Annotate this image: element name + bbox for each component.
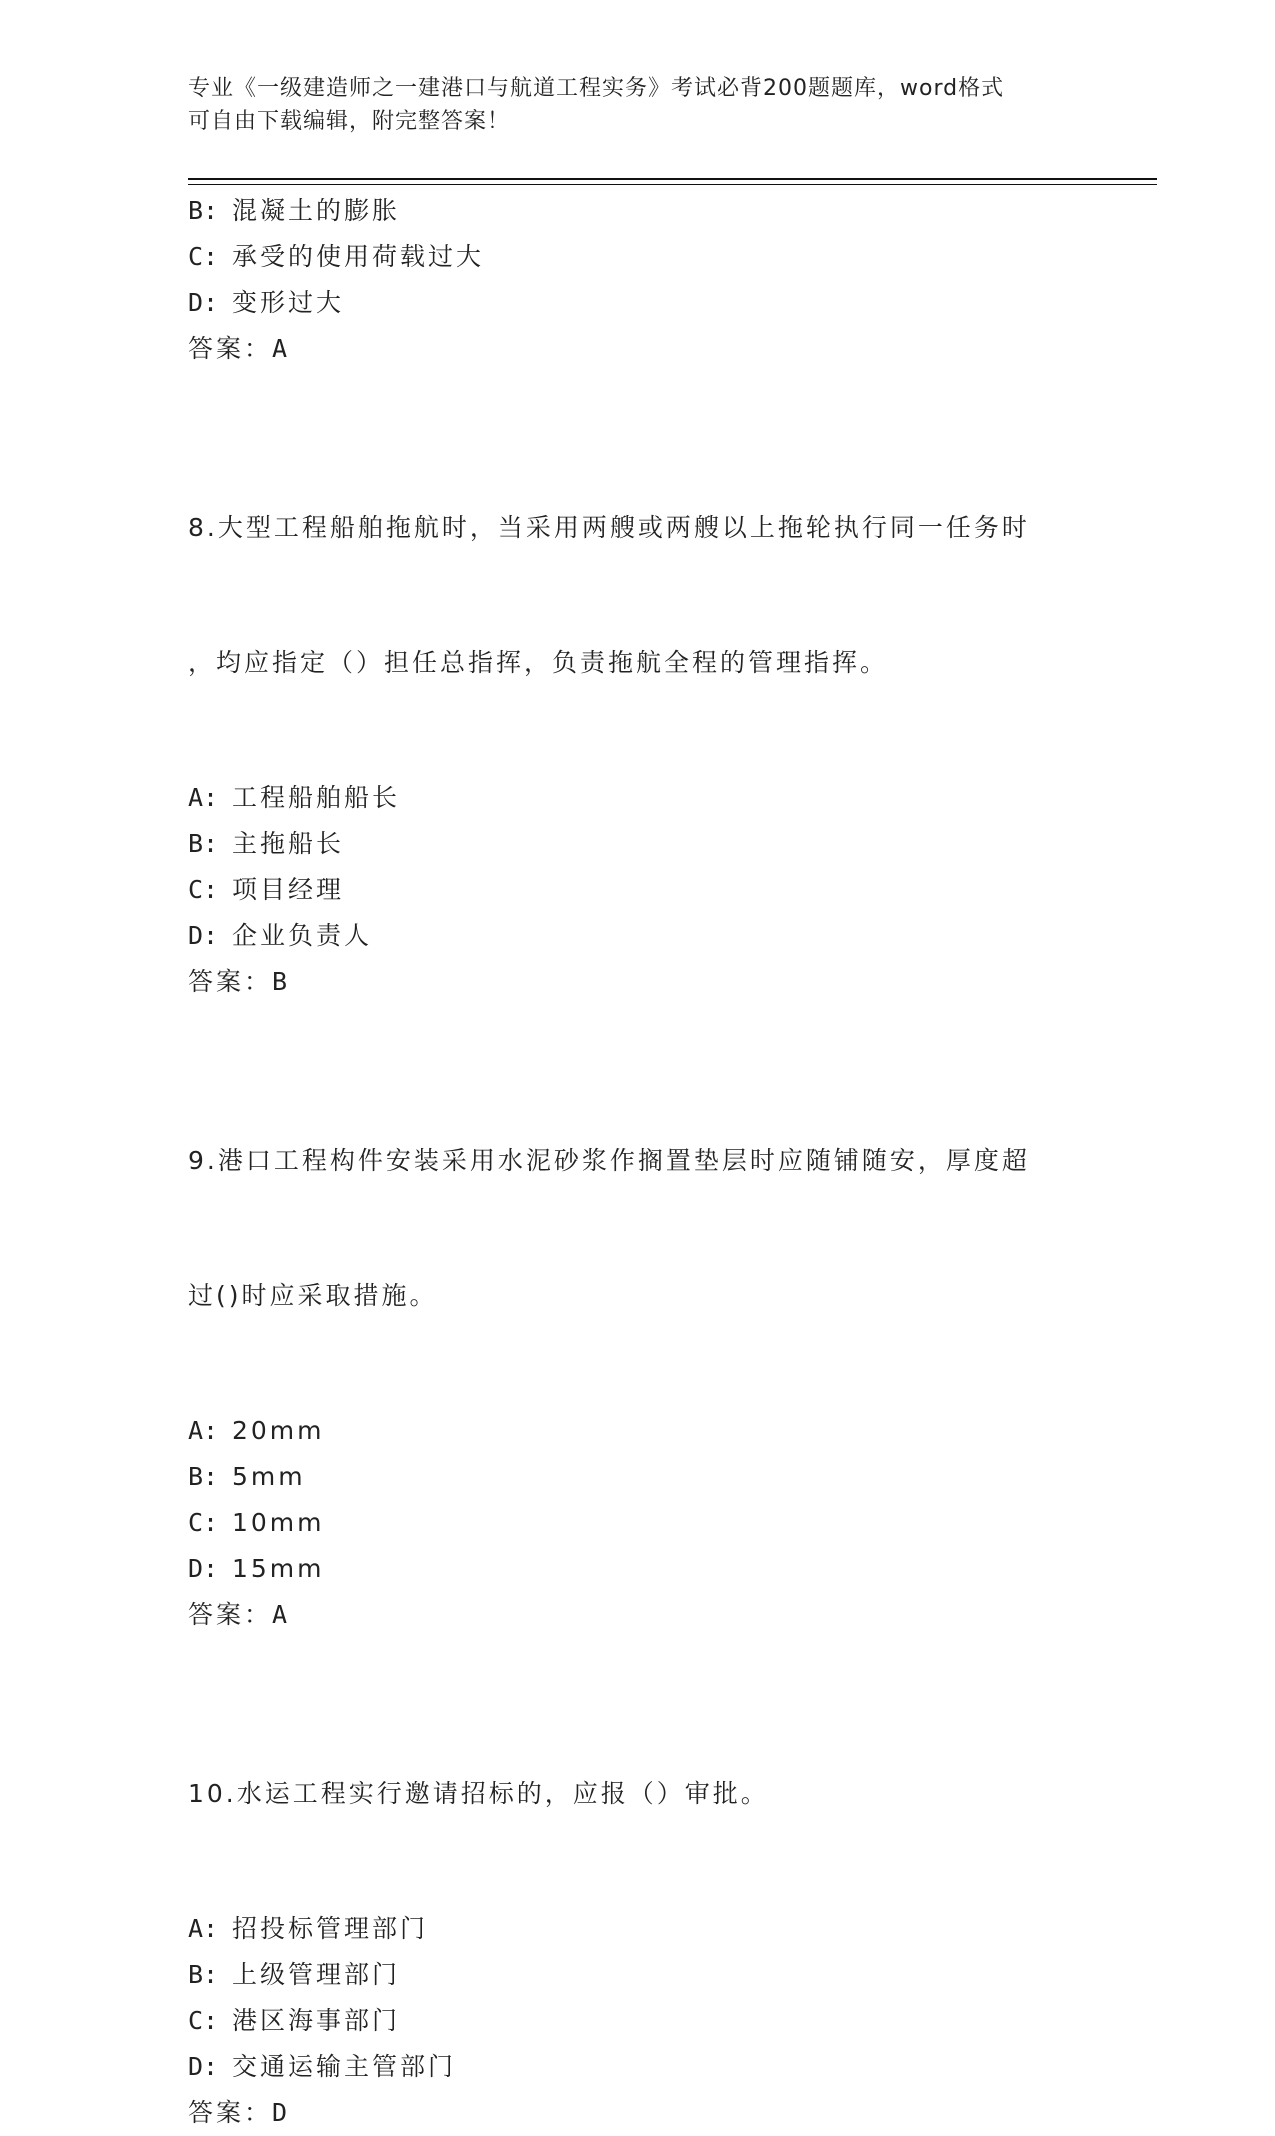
option-key: D: — [188, 1554, 219, 1583]
question-stem-line-2: 过()时应采取措施。 — [188, 1281, 438, 1310]
option-b — [188, 188, 1088, 234]
question-stem — [188, 1681, 1088, 1906]
option-d — [188, 280, 1088, 326]
document-header — [188, 72, 1088, 138]
option-text: 工程船舶船长 — [232, 783, 401, 812]
header-divider-thin — [188, 184, 1157, 185]
option-text: 20mm — [232, 1416, 325, 1445]
option-c — [188, 1998, 1088, 2044]
option-text: 主拖船长 — [232, 829, 345, 858]
option-text: 承受的使用荷载过大 — [232, 242, 485, 271]
option-key: B: — [188, 829, 219, 858]
question-7 — [188, 188, 1088, 372]
option-d — [188, 2044, 1088, 2090]
option-key: C: — [188, 2006, 219, 2035]
option-text: 上级管理部门 — [232, 1960, 401, 1989]
answer-line — [188, 959, 1088, 1005]
question-stem-line-1: 10.水运工程实行邀请招标的，应报（）审批。 — [188, 1779, 769, 1808]
option-text: 项目经理 — [232, 875, 345, 904]
question-list — [188, 188, 1088, 2136]
header-divider-thick — [188, 178, 1157, 180]
question-stem — [188, 1048, 1088, 1408]
option-a — [188, 1408, 1088, 1454]
header-title-line-2: 可自由下载编辑，附完整答案！ — [188, 109, 511, 134]
option-key: B: — [188, 1462, 219, 1491]
option-b — [188, 821, 1088, 867]
option-key: A: — [188, 1416, 219, 1445]
header-title-line-1: 专业《一级建造师之一建港口与航道工程实务》考试必背200题题库，word格式 — [188, 76, 1005, 101]
answer-label: 答案： — [188, 334, 273, 363]
question-stem-line-1: 8.大型工程船舶拖航时，当采用两艘或两艘以上拖轮执行同一任务时 — [188, 513, 1030, 542]
option-key: A: — [188, 783, 219, 812]
option-a — [188, 775, 1088, 821]
option-b — [188, 1454, 1088, 1500]
option-c — [188, 867, 1088, 913]
question-10 — [188, 1681, 1088, 2136]
option-text: 15mm — [232, 1554, 325, 1583]
answer-value: B — [272, 967, 288, 996]
answer-label: 答案： — [188, 1600, 273, 1629]
option-text: 企业负责人 — [232, 921, 373, 950]
option-key: A: — [188, 1914, 219, 1943]
option-text: 混凝土的膨胀 — [232, 196, 401, 225]
question-stem — [188, 415, 1088, 775]
answer-label: 答案： — [188, 2098, 273, 2127]
option-key: B: — [188, 196, 219, 225]
answer-line — [188, 326, 1088, 372]
option-c — [188, 234, 1088, 280]
option-text: 10mm — [232, 1508, 325, 1537]
option-key: D: — [188, 2052, 219, 2081]
answer-value: D — [272, 2098, 288, 2127]
option-text: 交通运输主管部门 — [232, 2052, 457, 2081]
option-text: 港区海事部门 — [232, 2006, 401, 2035]
answer-line — [188, 1592, 1088, 1638]
question-stem-line-2: ，均应指定（）担任总指挥，负责拖航全程的管理指挥。 — [188, 648, 889, 677]
option-key: C: — [188, 242, 219, 271]
answer-value: A — [272, 1600, 288, 1629]
option-key: C: — [188, 1508, 219, 1537]
option-text: 5mm — [232, 1462, 306, 1491]
answer-label: 答案： — [188, 967, 273, 996]
question-stem-line-1: 9.港口工程构件安装采用水泥砂浆作搁置垫层时应随铺随安，厚度超 — [188, 1146, 1030, 1175]
answer-line — [188, 2090, 1088, 2136]
option-key: D: — [188, 288, 219, 317]
option-text: 变形过大 — [232, 288, 345, 317]
option-text: 招投标管理部门 — [232, 1914, 429, 1943]
answer-value: A — [272, 334, 288, 363]
option-d — [188, 913, 1088, 959]
question-8 — [188, 415, 1088, 1005]
question-9 — [188, 1048, 1088, 1638]
option-key: C: — [188, 875, 219, 904]
option-key: D: — [188, 921, 219, 950]
option-d — [188, 1546, 1088, 1592]
option-c — [188, 1500, 1088, 1546]
option-a — [188, 1906, 1088, 1952]
option-key: B: — [188, 1960, 219, 1989]
option-b — [188, 1952, 1088, 1998]
